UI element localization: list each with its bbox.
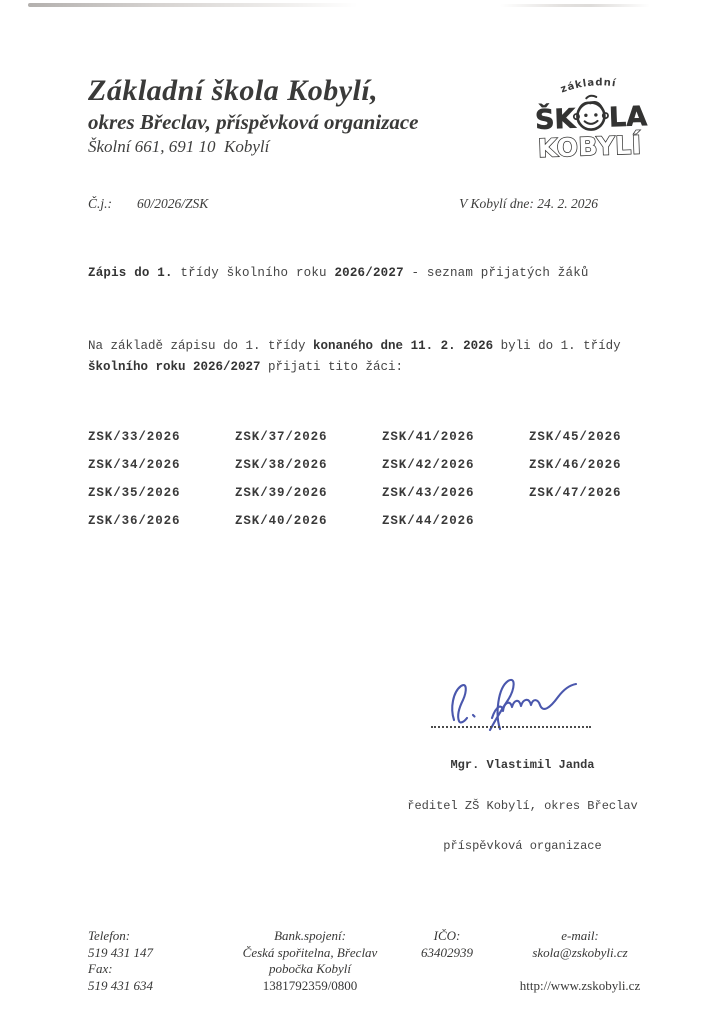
body-line1	[88, 339, 621, 353]
subject-suffix: - seznam přijatých žáků	[403, 266, 589, 280]
logo-skola-left: ŠK	[534, 103, 576, 137]
code-cell: ZSK/35/2026	[88, 486, 181, 500]
school-logo-drawing	[531, 68, 656, 164]
school-logo	[531, 68, 656, 169]
body-text: přijati tito žáci:	[260, 360, 404, 374]
body-paragraph	[88, 336, 621, 378]
phone-label: Telefon:	[88, 928, 131, 943]
logo-skola-right: LA	[608, 101, 648, 134]
ref-date: V Kobylí dne: 24. 2. 2026	[459, 196, 598, 211]
address-line: Školní 661, 691 10 Kobylí	[88, 137, 270, 156]
code-cell: ZSK/38/2026	[235, 458, 328, 472]
body-line2	[88, 357, 604, 378]
bank-label: Bank.spojení:	[274, 928, 346, 943]
code-cell: ZSK/47/2026	[529, 486, 622, 500]
bank-account: 1381792359/0800	[262, 977, 358, 993]
code-cell: ZSK/46/2026	[529, 458, 622, 472]
subject-middle: třídy školního roku	[172, 266, 335, 280]
code-cell: ZSK/42/2026	[382, 458, 475, 472]
code-cell: ZSK/40/2026	[235, 514, 328, 528]
code-cell: ZSK/43/2026	[382, 486, 475, 500]
code-cell: ZSK/41/2026	[382, 430, 475, 444]
fax-number: 519 431 634	[88, 977, 153, 993]
code-cell: ZSK/33/2026	[88, 430, 181, 444]
code-cell: ZSK/34/2026	[88, 458, 181, 472]
logo-face-icon	[573, 95, 608, 130]
signatory-title-1: ředitel ZŠ Kobylí, okres Břeclav	[407, 798, 638, 813]
footer-ico-column	[407, 928, 487, 961]
handwritten-signature	[440, 672, 590, 732]
email-label: e-mail:	[561, 928, 599, 943]
subject-line	[88, 266, 589, 280]
ref-label: Č.j.:	[88, 196, 113, 211]
signatory-title-2: příspěvková organizace	[443, 839, 602, 853]
district-line: okres Břeclav, příspěvková organizace	[88, 110, 419, 134]
fax-label: Fax:	[88, 961, 113, 976]
footer-phone-column	[88, 928, 153, 994]
signature-rule	[431, 726, 591, 728]
footer-email-column	[500, 928, 660, 961]
body-text: byli do 1. třídy	[493, 339, 621, 353]
bank-branch: pobočka Kobylí	[269, 961, 351, 976]
email-address: skola@zskobyli.cz	[532, 944, 628, 960]
body-bold-year: školního roku 2026/2027	[88, 360, 261, 374]
phone-number: 519 431 147	[88, 944, 153, 960]
footer-bank-column	[230, 928, 390, 994]
bank-name: Česká spořitelna, Břeclav	[242, 944, 378, 960]
logo-arc-text: základní	[559, 77, 618, 96]
signatory-name: Mgr. Vlastimil Janda	[450, 758, 595, 772]
code-cell: ZSK/45/2026	[529, 430, 622, 444]
website-url: http://www.zskobyli.cz	[519, 977, 641, 993]
signatory-text	[405, 732, 640, 881]
scan-artifact	[28, 3, 358, 7]
admitted-codes-grid	[88, 430, 676, 542]
ref-number: 60/2026/ZSK	[137, 196, 209, 211]
body-bold-date: konaného dne 11. 2. 2026	[313, 339, 494, 353]
code-cell: ZSK/39/2026	[235, 486, 328, 500]
letterhead	[88, 74, 419, 157]
scan-artifact	[500, 4, 650, 7]
ico-number: 63402939	[421, 944, 473, 960]
code-cell	[529, 514, 676, 542]
code-cell: ZSK/44/2026	[382, 514, 475, 528]
school-name: Základní škola Kobylí,	[88, 74, 379, 107]
subject-bold-prefix: Zápis do 1.	[88, 266, 173, 280]
logo-kobyli-text: KOBYLÍ	[537, 130, 642, 163]
code-cell: ZSK/37/2026	[235, 430, 328, 444]
code-cell: ZSK/36/2026	[88, 514, 181, 528]
svg-text:základní	[559, 77, 618, 96]
body-text: Na základě zápisu do 1. třídy	[88, 339, 314, 353]
subject-bold-year: 2026/2027	[334, 266, 404, 280]
ico-label: IČO:	[433, 928, 461, 943]
